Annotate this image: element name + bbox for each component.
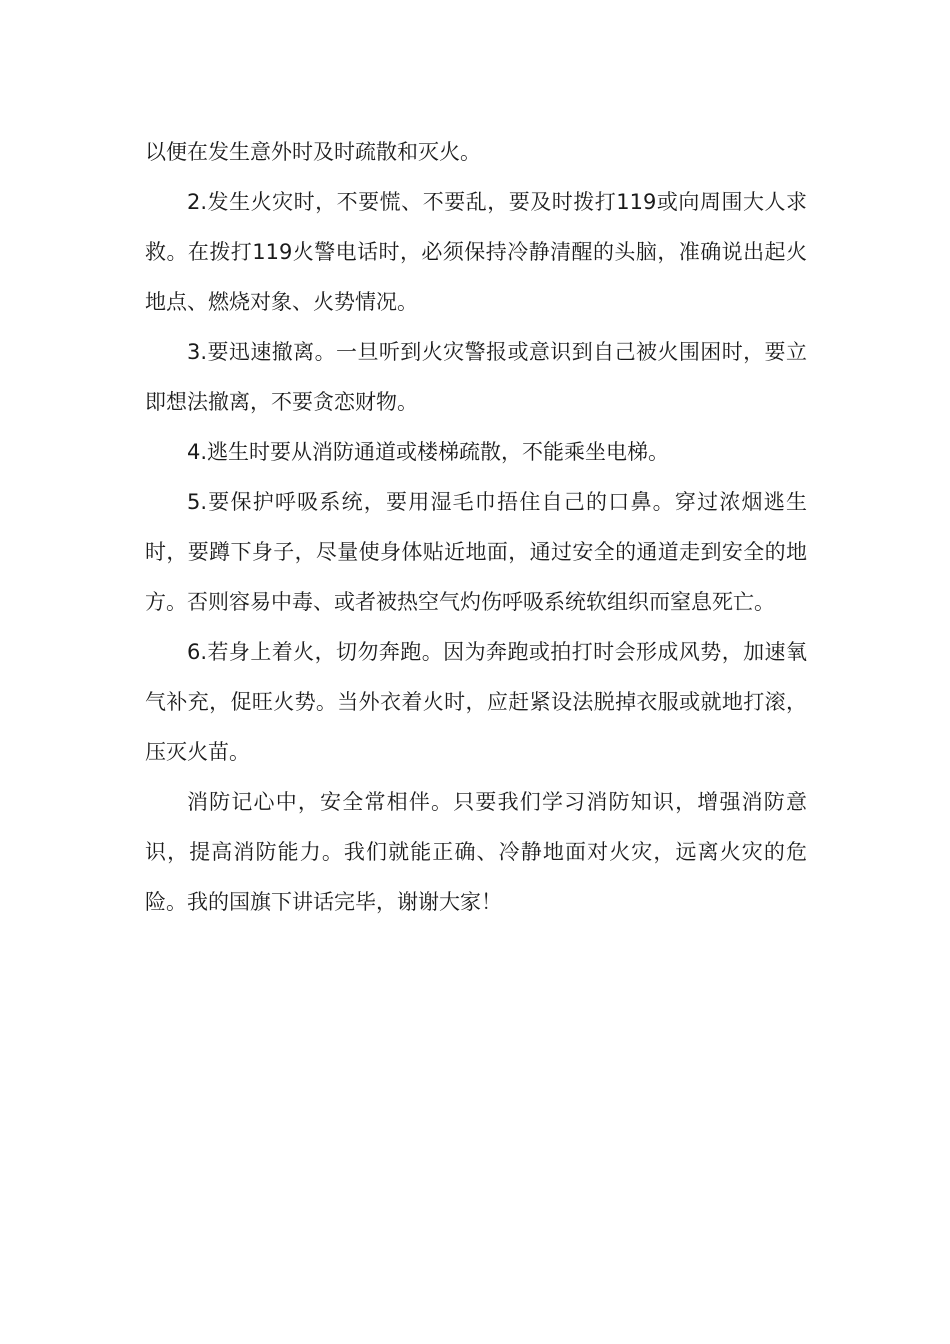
paragraph-item-6: 6.若身上着火，切勿奔跑。因为奔跑或拍打时会形成风势，加速氧气补充，促旺火势。当外衣着火时，应赶紧设法脱掉衣服或就地打滚，压灭火苗。: [145, 640, 807, 764]
paragraph-item-5: 5.要保护呼吸系统，要用湿毛巾捂住自己的口鼻。穿过浓烟逃生时，要蹲下身子，尽量使身体贴近地面，通过安全的通道走到安全的地方。否则容易中毒、或者被热空气灼伤呼吸系统软组织而窒息死亡。: [145, 490, 807, 614]
paragraph-continuation: 以便在发生意外时及时疏散和灭火。: [145, 140, 481, 164]
paragraph-item-3: 3.要迅速撤离。一旦听到火灾警报或意识到自己被火围困时，要立即想法撤离，不要贪恋财物。: [145, 340, 807, 414]
paragraph-closing: 消防记心中，安全常相伴。只要我们学习消防知识，增强消防意识，提高消防能力。我们就能正确、冷静地面对火灾，远离火灾的危险。我的国旗下讲话完毕，谢谢大家！: [145, 790, 807, 914]
paragraph-item-4: 4.逃生时要从消防通道或楼梯疏散，不能乘坐电梯。: [187, 440, 670, 464]
document-body: [145, 127, 807, 927]
paragraph-item-2: 2.发生火灾时，不要慌、不要乱，要及时拨打119或向周围大人求救。在拨打119火警电话时，必须保持冷静清醒的头脑，准确说出起火地点、燃烧对象、火势情况。: [145, 190, 807, 314]
